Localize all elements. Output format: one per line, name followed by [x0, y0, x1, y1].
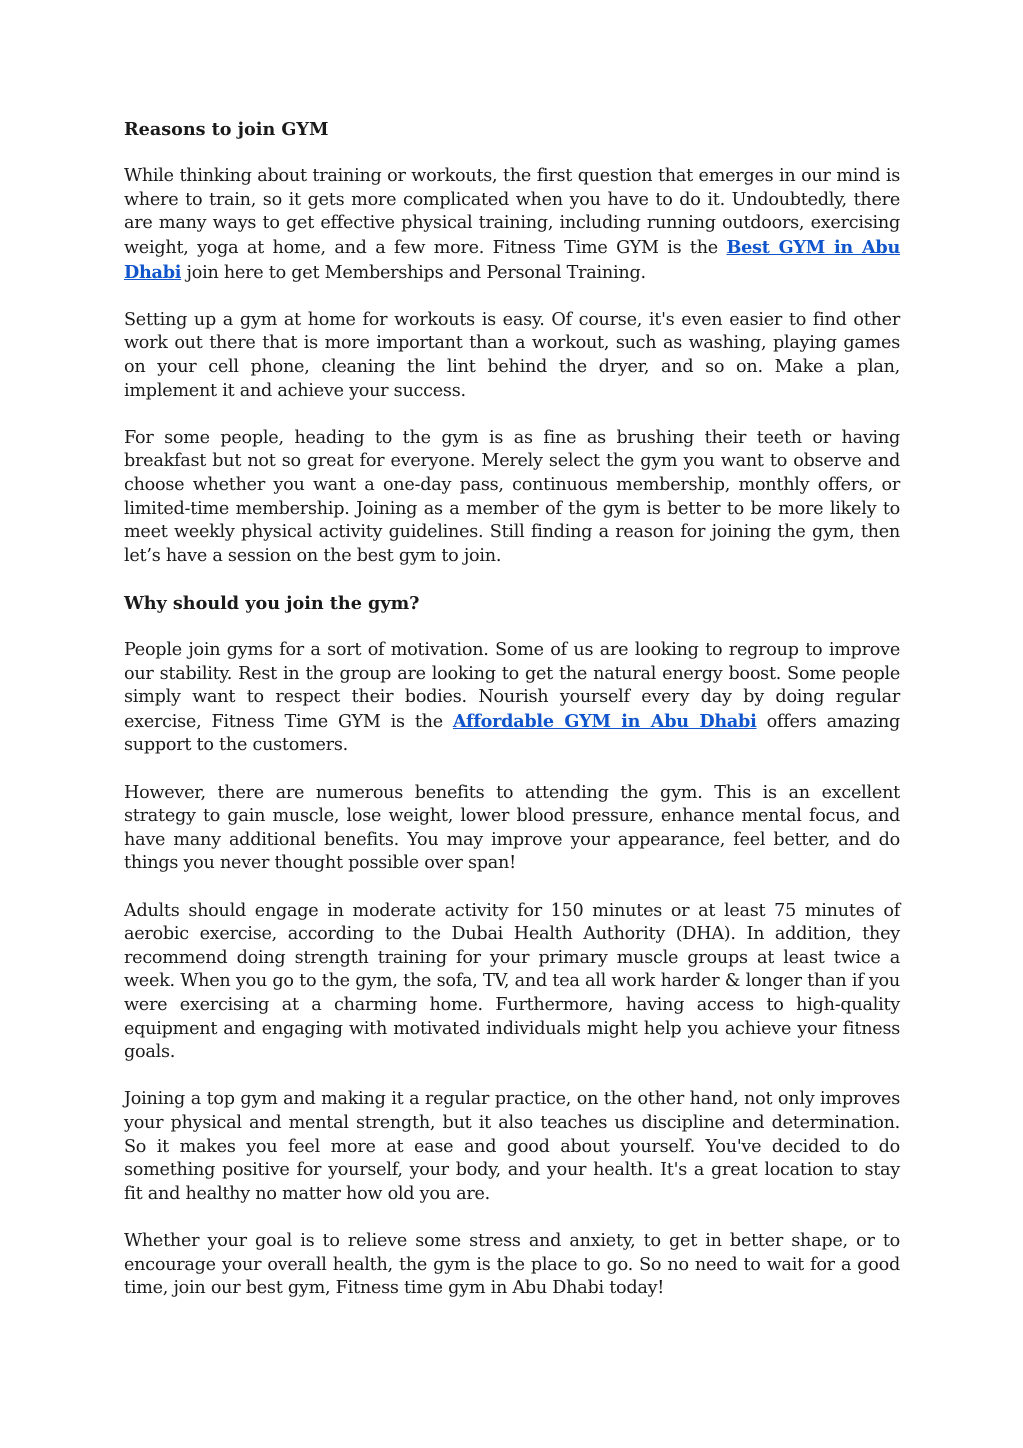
document-page	[124, 118, 900, 1324]
paragraph-motivation-tail: offers amazing support to the customers.	[124, 711, 900, 756]
paragraph-intro-text: While thinking about training or workouts, the first question that emerges in our mind is where to train, so it gets more complicated when you have to do it. Undoubtedly, there are many ways to get effective physical training, including running outdoors, exercising weight, yoga at home, and a few more. Fitness Time GYM is the	[124, 166, 900, 258]
paragraph-benefits: However, there are numerous benefits to attending the gym. This is an excellent strategy to gain muscle, lose weight, lower blood pressure, enhance mental focus, and have many additional benefits. You may improve your appearance, feel better, and do things you never thought possible over span!	[124, 782, 900, 874]
paragraph-motivation	[124, 639, 900, 758]
paragraph-conclusion: Whether your goal is to relieve some stress and anxiety, to get in better shape, or to encourage your overall health, the gym is the place to go. So no need to wait for a good time, join our best gym, Fitness time gym in Abu Dhabi today!	[124, 1230, 900, 1299]
best-gym-link[interactable]: Best GYM in Abu Dhabi	[124, 236, 900, 283]
paragraph-some-people: For some people, heading to the gym is as fine as brushing their teeth or having breakfast but not so great for everyone. Merely select the gym you want to observe and choose whether you want a one-day pass, continuous membership, monthly offers, or limited-time membership. Joining as a member of the gym is better to be more likely to meet weekly physical activity guidelines. Still finding a reason for joining the gym, then let’s have a session on the best gym to join.	[124, 427, 900, 566]
affordable-gym-link[interactable]: Affordable GYM in Abu Dhabi	[452, 710, 757, 732]
heading-reasons-to-join: Reasons to join GYM	[124, 119, 329, 140]
heading-why-join: Why should you join the gym?	[124, 592, 420, 614]
paragraph-home-gym: Setting up a gym at home for workouts is easy. Of course, it's even easier to find other work out there that is more important than a workout, such as washing, playing games on your cell phone, cleaning the lint behind the dryer, and so on. Make a plan, implement it and achieve your success.	[124, 309, 900, 401]
paragraph-adults-activity: Adults should engage in moderate activity for 150 minutes or at least 75 minutes of aerobic exercise, according to the Dubai Health Authority (DHA). In addition, they recommend doing strength training for your primary muscle groups at least twice a week. When you go to the gym, the sofa, TV, and tea all work harder & longer than if you were exercising at a charming home. Furthermore, having access to high-quality equipment and engaging with motivated individuals might help you achieve your fitness goals.	[124, 900, 900, 1063]
paragraph-intro-tail: join here to get Memberships and Personal Training.	[181, 262, 646, 283]
paragraph-intro	[124, 165, 900, 285]
paragraph-motivation-text: People join gyms for a sort of motivation. Some of us are looking to regroup to improve our stability. Rest in the group are looking to get the natural energy boost. Some people simply want to respect their bodies. Nourish yourself every day by doing regular exercise, Fitness Time GYM is the	[124, 640, 900, 732]
paragraph-top-gym: Joining a top gym and making it a regular practice, on the other hand, not only improves your physical and mental strength, but it also teaches us discipline and determination. So it makes you feel more at ease and good about yourself. You've decided to do something positive for yourself, your body, and your health. It's a great location to stay fit and healthy no matter how old you are.	[124, 1089, 900, 1204]
